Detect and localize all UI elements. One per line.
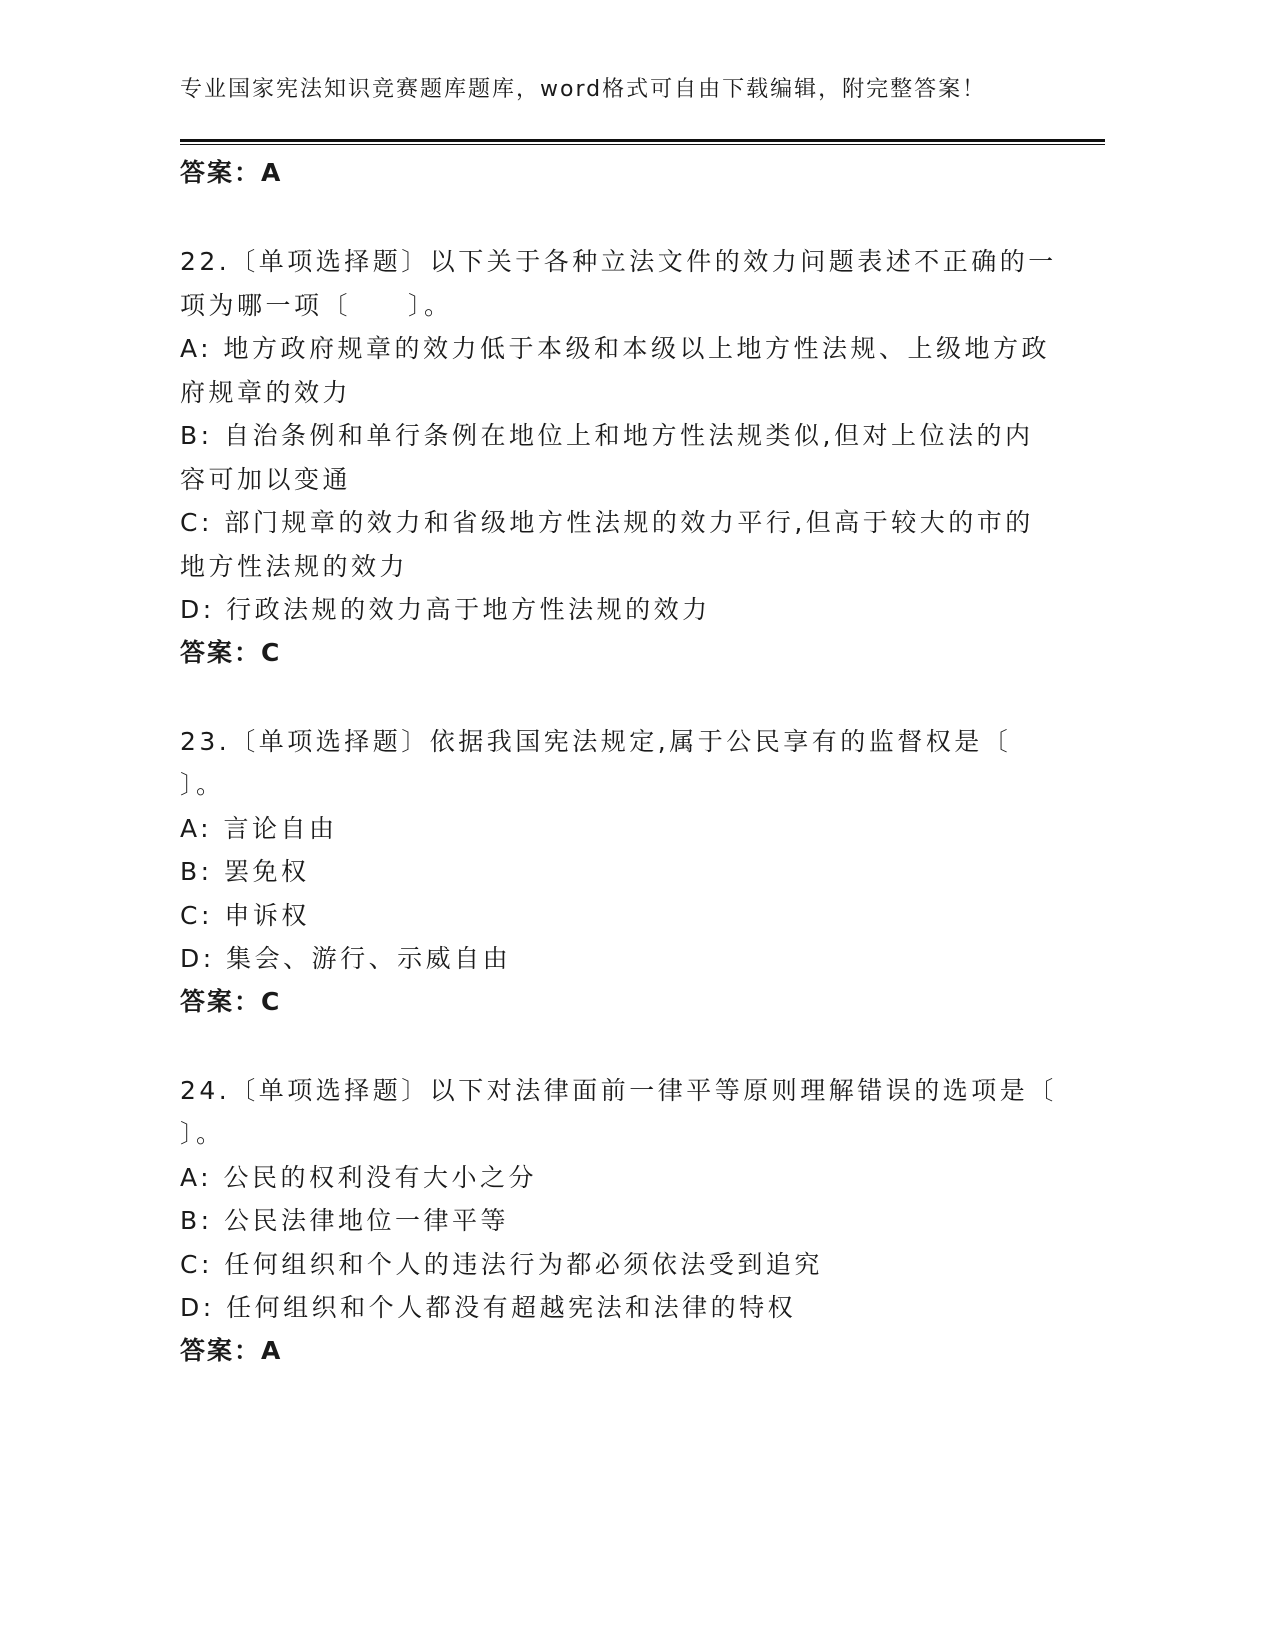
option-b-line: B: 罢免权 [180, 857, 310, 886]
question-text-line: 24.〔单项选择题〕以下对法律面前一律平等原则理解错误的选项是〔 [180, 1075, 1057, 1105]
option-a-line: A: 言论自由 [180, 813, 338, 843]
option-c-line: C: 申诉权 [180, 900, 310, 930]
question-text-line: 22.〔单项选择题〕以下关于各种立法文件的效力问题表述不正确的一 [180, 247, 1057, 276]
question-text-line: 项为哪一项〔 〕。 [180, 290, 453, 320]
answer-line: 答案：C [180, 986, 282, 1016]
question-text-line: 〕。 [180, 1119, 225, 1148]
option-a-line: 府规章的效力 [180, 377, 352, 407]
option-c-line: 地方性法规的效力 [180, 551, 409, 581]
option-b-line: B: 公民法律地位一律平等 [180, 1206, 510, 1235]
document-body [180, 152, 1060, 1372]
question-block [180, 720, 1060, 1023]
answer-line: 答案：C [180, 637, 282, 667]
option-d-line: D: 任何组织和个人都没有超越宪法和法律的特权 [180, 1293, 797, 1322]
option-b-line: B: 自治条例和单行条例在地位上和地方性法规类似,但对上位法的内 [180, 421, 1034, 450]
option-d-line: D: 集会、游行、示威自由 [180, 944, 512, 973]
question-block [180, 240, 1060, 674]
question-text-line: 23.〔单项选择题〕依据我国宪法规定,属于公民享有的监督权是〔 [180, 726, 1012, 756]
option-a-line: A: 公民的权利没有大小之分 [180, 1162, 538, 1192]
option-d-line: D: 行政法规的效力高于地方性法规的效力 [180, 595, 711, 624]
answer-line: 答案：A [180, 1335, 283, 1365]
option-b-line: 容可加以变通 [180, 464, 352, 494]
question-block [180, 1069, 1060, 1372]
page-header: 专业国家宪法知识竞赛题库题库，word格式可自由下载编辑，附完整答案！ [180, 77, 987, 102]
option-c-line: C: 部门规章的效力和省级地方性法规的效力平行,但高于较大的市的 [180, 508, 1034, 537]
header-divider [180, 139, 1105, 145]
option-c-line: C: 任何组织和个人的违法行为都必须依法受到追究 [180, 1249, 823, 1279]
answer-line: 答案：A [180, 158, 283, 187]
question-text-line: 〕。 [180, 770, 225, 799]
option-a-line: A: 地方政府规章的效力低于本级和本级以上地方性法规、上级地方政 [180, 334, 1051, 363]
